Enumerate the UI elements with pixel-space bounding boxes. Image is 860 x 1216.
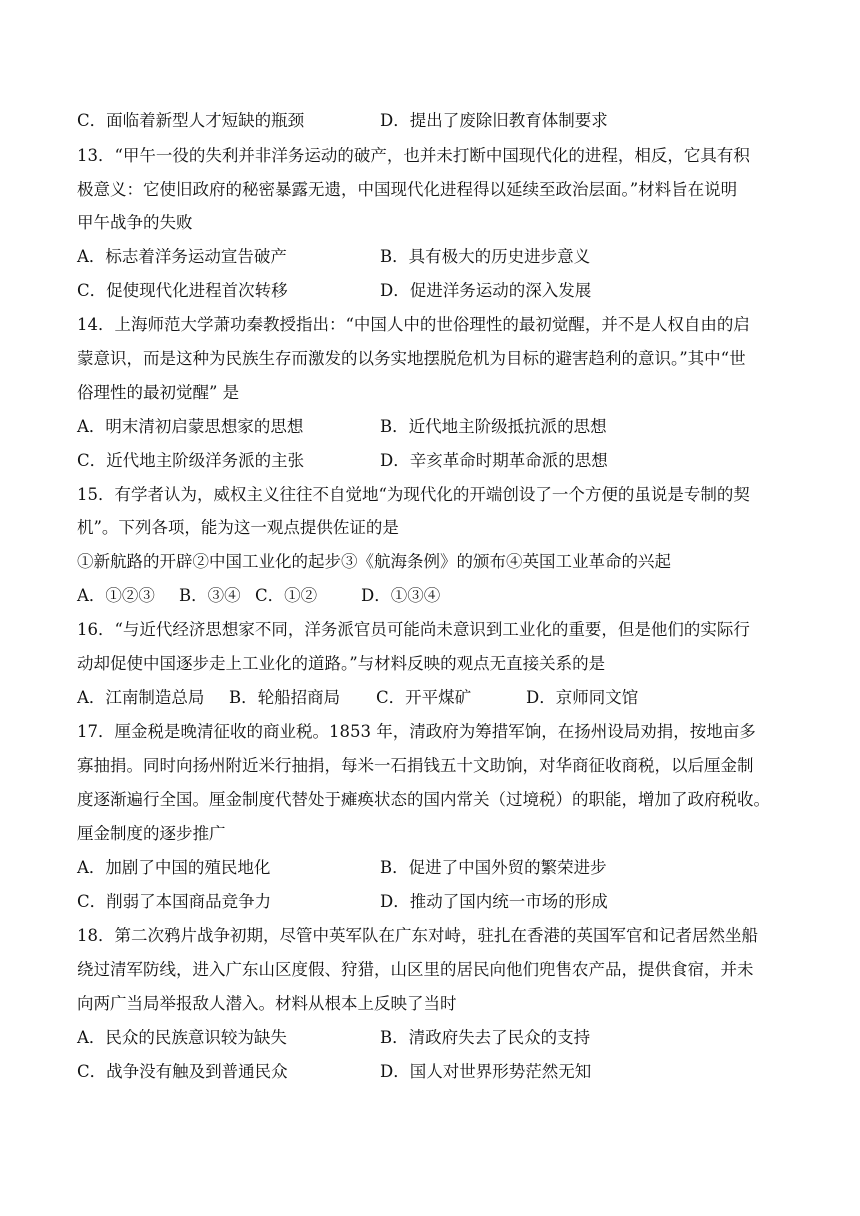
q16-options-row [77,688,638,708]
q15-stem-line-3: ①新航路的开辟②中国工业化的起步③《航海条例》的颁布④英国工业革命的兴起 [77,552,671,571]
q16-option-c: C．开平煤矿 [376,688,472,707]
q14-stem-line-2: 蒙意识，而是这种为民族生存而激发的以务实地摆脱危机为目标的避害趋利的意识。”其中“世 [77,349,746,368]
q15-stem-line-2: 机”。下列各项，能为这一观点提供佐证的是 [77,518,399,537]
q14-option-b: B．近代地主阶级抵抗派的思想 [380,417,607,436]
q15-option-c: C．①② [255,586,318,605]
q13-option-c: C．促使现代化进程首次转移 [77,281,288,300]
q18-option-b: B．清政府失去了民众的支持 [380,1028,591,1047]
q15-options-row [77,586,440,606]
q14-stem-line-3: 俗理性的最初觉醒” 是 [77,383,240,402]
q18-option-c: C．战争没有触及到普通民众 [77,1062,288,1081]
q15-option-a: A．①②③ [77,586,155,605]
q13-option-b: B．具有极大的历史进步意义 [380,247,591,266]
q18-option-d: D．国人对世界形势茫然无知 [380,1062,592,1081]
q16-stem-line-2: 动却促使中国逐步走上工业化的道路。”与材料反映的观点无直接关系的是 [77,654,606,673]
q18-option-a: A．民众的民族意识较为缺失 [77,1028,287,1047]
q13-stem-line-2: 极意义：它使旧政府的秘密暴露无遗，中国现代化进程得以延续至政治层面。”材料旨在说明 [77,180,738,199]
q13-option-d: D．促进洋务运动的深入发展 [380,281,592,300]
q17-stem-line-4: 厘金制度的逐步推广 [77,824,226,843]
q13-option-a: A．标志着洋务运动宣告破产 [77,247,287,266]
q18-stem-line-3: 向两广当局举报敌人潜入。材料从根本上反映了当时 [77,994,457,1013]
q17-stem-line-1: 17．厘金税是晚清征收的商业税。1853 年，清政府为筹措军饷，在扬州设局劝捐，按地亩多 [77,722,756,741]
q13-stem-line-1: 13．“甲午一役的失利并非洋务运动的破产，也并未打断中国现代化的进程，相反，它具有积 [77,146,750,165]
q16-option-b: B．轮船招商局 [229,688,341,707]
top-option-d: D．提出了废除旧教育体制要求 [380,111,608,130]
q16-option-a: A．江南制造总局 [77,688,205,707]
q17-stem-line-3: 度逐渐遍行全国。厘金制度代替处于瘫痪状态的国内常关（过境税）的职能，增加了政府税收。 [77,790,770,809]
top-option-c: C．面临着新型人才短缺的瓶颈 [77,111,305,130]
q14-option-a: A．明末清初启蒙思想家的思想 [77,417,304,436]
q17-option-c: C．削弱了本国商品竞争力 [77,892,272,911]
q18-stem-line-1: 18．第二次鸦片战争初期，尽管中英军队在广东对峙，驻扎在香港的英国军官和记者居然坐船 [77,926,758,945]
q15-stem-line-1: 15．有学者认为，威权主义往往不自觉地“为现代化的开端创设了一个方便的虽说是专制的契 [77,485,750,504]
q15-option-b: B．③④ [179,586,241,605]
q13-stem-line-3: 甲午战争的失败 [77,213,193,232]
q18-stem-line-2: 绕过清军防线，进入广东山区度假、狩猎，山区里的居民向他们兜售农产品，提供食宿，并未 [77,960,754,979]
q17-option-b: B．促进了中国外贸的繁荣进步 [380,858,607,877]
q15-option-d: D．①③④ [361,586,441,605]
q17-option-a: A．加剧了中国的殖民地化 [77,858,271,877]
q14-stem-line-1: 14．上海师范大学萧功秦教授指出：“中国人中的世俗理性的最初觉醒，并不是人权自由的启 [77,315,750,334]
q14-option-c: C．近代地主阶级洋务派的主张 [77,451,305,470]
q16-stem-line-1: 16．“与近代经济思想家不同，洋务派官员可能尚未意识到工业化的重要，但是他们的实际行 [77,620,750,639]
q16-option-d: D．京师同文馆 [526,688,639,707]
q17-option-d: D．推动了国内统一市场的形成 [380,892,608,911]
q14-option-d: D．辛亥革命时期革命派的思想 [380,451,608,470]
q17-stem-line-2: 寡抽捐。同时向扬州附近米行抽捐，每米一石捐钱五十文助饷，对华商征收商税，以后厘金制 [77,756,754,775]
